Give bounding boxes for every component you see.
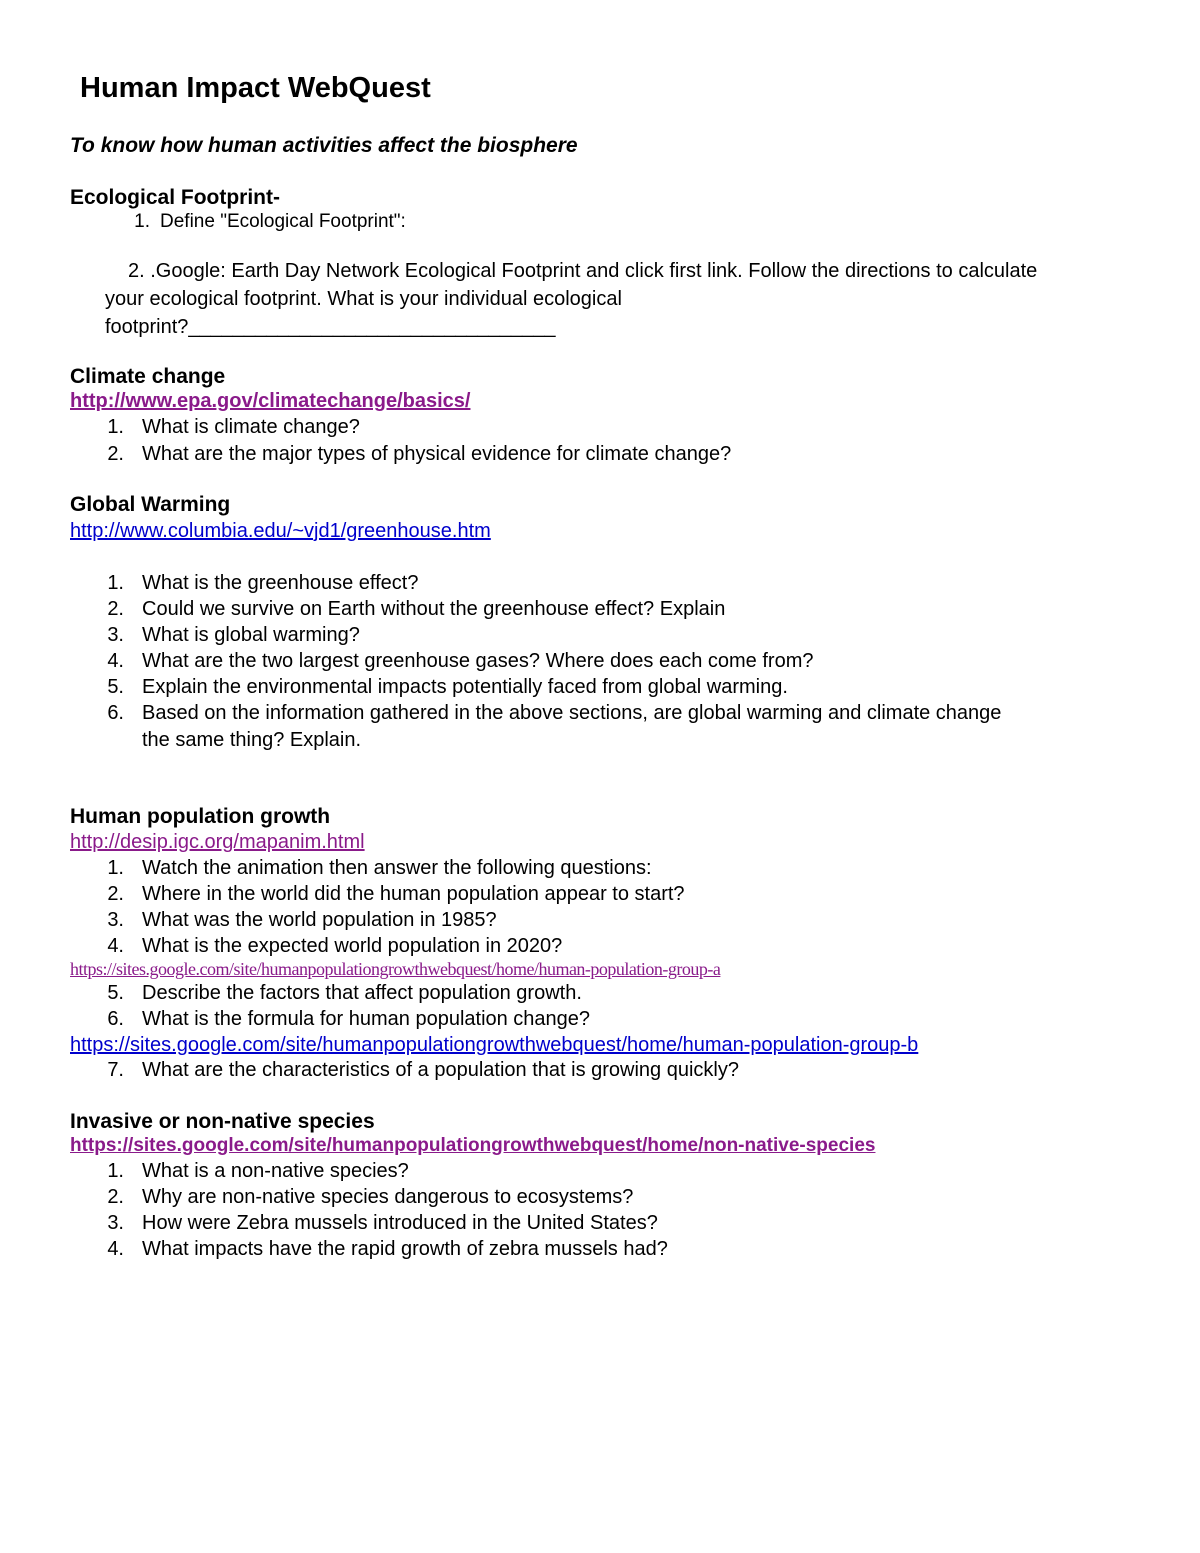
- population-q7-number: 7.: [107, 1059, 124, 1081]
- climate-q2-number: 2.: [107, 443, 124, 465]
- global-q2-number: 2.: [107, 598, 124, 620]
- population-q5-number: 5.: [107, 982, 124, 1004]
- global-q5-text: Explain the environmental impacts potentially faced from global warming.: [142, 676, 788, 698]
- climate-heading: Climate change: [70, 365, 226, 388]
- population-q1-text: Watch the animation then answer the following questions:: [142, 857, 652, 879]
- ecological-q2-line3: footprint?_________________________________: [105, 316, 556, 338]
- invasive-q3-number: 3.: [107, 1212, 124, 1234]
- population-group-a-link[interactable]: https://sites.google.com/site/humanpopulationgrowthwebquest/home/human-population-group-a: [70, 959, 721, 979]
- population-q7-text: What are the characteristics of a population that is growing quickly?: [142, 1059, 739, 1081]
- global-q4-text: What are the two largest greenhouse gases? Where does each come from?: [142, 650, 814, 672]
- invasive-heading: Invasive or non-native species: [70, 1110, 375, 1133]
- global-link[interactable]: http://www.columbia.edu/~vjd1/greenhouse.htm: [70, 520, 491, 542]
- climate-q2-text: What are the major types of physical evidence for climate change?: [142, 443, 732, 465]
- global-q5-number: 5.: [107, 676, 124, 698]
- global-q3-text: What is global warming?: [142, 624, 360, 646]
- invasive-q3-text: How were Zebra mussels introduced in the United States?: [142, 1212, 658, 1234]
- invasive-link[interactable]: https://sites.google.com/site/humanpopulationgrowthwebquest/home/non-native-species: [70, 1135, 876, 1156]
- invasive-q1-number: 1.: [107, 1160, 124, 1182]
- page-subtitle: To know how human activities affect the biosphere: [70, 134, 578, 157]
- invasive-q2-number: 2.: [107, 1186, 124, 1208]
- ecological-q2-line2: your ecological footprint. What is your individual ecological: [105, 288, 622, 310]
- global-q4-number: 4.: [107, 650, 124, 672]
- ecological-q2-line1: 2. .Google: Earth Day Network Ecological Footprint and click first link. Follow the directions to calculate: [128, 260, 1038, 282]
- ecological-q1-text: Define "Ecological Footprint":: [160, 211, 406, 232]
- population-q2-number: 2.: [107, 883, 124, 905]
- page-title: Human Impact WebQuest: [80, 72, 431, 104]
- global-q2-text: Could we survive on Earth without the greenhouse effect? Explain: [142, 598, 726, 620]
- ecological-q1-number: 1.: [134, 211, 150, 232]
- ecological-heading: Ecological Footprint-: [70, 186, 280, 209]
- population-group-b-link[interactable]: https://sites.google.com/site/humanpopulationgrowthwebquest/home/human-population-group-b: [70, 1034, 919, 1056]
- climate-link[interactable]: http://www.epa.gov/climatechange/basics/: [70, 390, 471, 412]
- population-q2-text: Where in the world did the human population appear to start?: [142, 883, 685, 905]
- invasive-q4-text: What impacts have the rapid growth of zebra mussels had?: [142, 1238, 668, 1260]
- population-q4-text: What is the expected world population in 2020?: [142, 935, 563, 957]
- population-q3-text: What was the world population in 1985?: [142, 909, 497, 931]
- population-q1-number: 1.: [107, 857, 124, 879]
- population-q4-number: 4.: [107, 935, 124, 957]
- invasive-q1-text: What is a non-native species?: [142, 1160, 409, 1182]
- population-q6-number: 6.: [107, 1008, 124, 1030]
- population-q3-number: 3.: [107, 909, 124, 931]
- global-q1-text: What is the greenhouse effect?: [142, 572, 419, 594]
- population-q6-text: What is the formula for human population change?: [142, 1008, 591, 1030]
- population-q5-text: Describe the factors that affect population growth.: [142, 982, 582, 1004]
- climate-q1-text: What is climate change?: [142, 416, 360, 438]
- population-heading: Human population growth: [70, 805, 331, 828]
- global-q6-text: Based on the information gathered in the above sections, are global warming and climate change: [142, 702, 1002, 724]
- global-q1-number: 1.: [107, 572, 124, 594]
- invasive-q2-text: Why are non-native species dangerous to ecosystems?: [142, 1186, 634, 1208]
- invasive-q4-number: 4.: [107, 1238, 124, 1260]
- global-heading: Global Warming: [70, 493, 231, 516]
- global-q3-number: 3.: [107, 624, 124, 646]
- population-link[interactable]: http://desip.igc.org/mapanim.html: [70, 831, 365, 853]
- climate-q1-number: 1.: [107, 416, 124, 438]
- global-q6-number: 6.: [107, 702, 124, 724]
- global-q6-continuation: the same thing? Explain.: [142, 729, 362, 751]
